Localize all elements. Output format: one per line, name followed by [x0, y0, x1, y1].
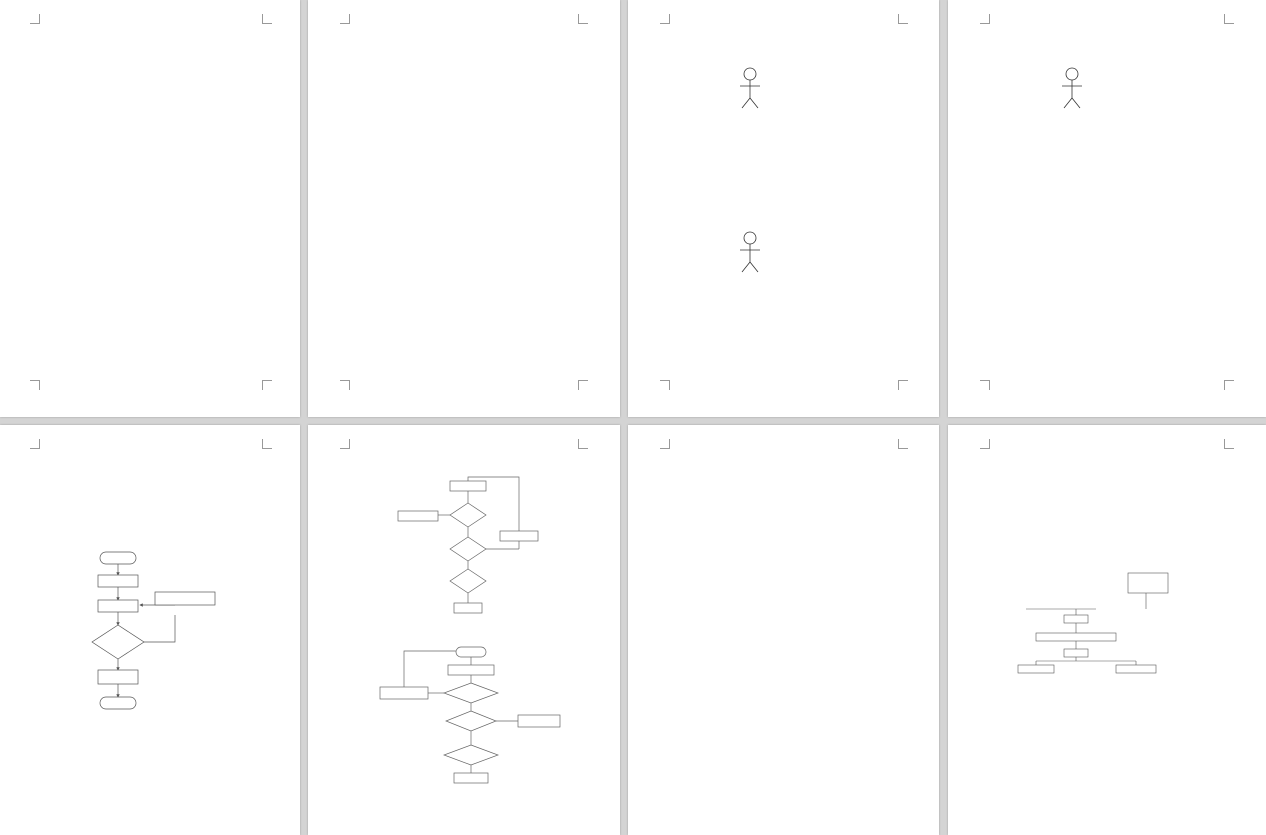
crop-mark: [660, 14, 670, 24]
document-page-12: [948, 425, 1266, 835]
document-page-8: [948, 0, 1266, 417]
crop-mark: [262, 380, 272, 390]
flow-process-node: [380, 687, 428, 699]
flow-decision-node: [92, 625, 144, 659]
crop-mark: [1224, 439, 1234, 449]
flow-process-node: [155, 592, 215, 605]
crop-mark: [898, 439, 908, 449]
paragraph: [352, 633, 588, 643]
flow-process-node: [398, 511, 438, 521]
register-flowchart: [368, 645, 568, 800]
paragraph: [672, 492, 908, 512]
paragraph: [352, 28, 588, 58]
flow-process-node: [450, 481, 486, 491]
document-page-6: [308, 0, 620, 417]
user-use-case-diagram: [728, 216, 898, 294]
struct-root-node: [1036, 633, 1116, 641]
paragraph: [992, 286, 1232, 324]
flow-decision-node: [450, 537, 486, 561]
struct-user-node: [1116, 665, 1156, 673]
paragraph: [32, 283, 268, 337]
crop-mark: [30, 14, 40, 24]
paragraph: [672, 190, 908, 210]
actor-figure: [1062, 68, 1082, 108]
paragraph: [352, 74, 588, 146]
flow-process-node: [448, 665, 494, 675]
actor-figure: [740, 68, 760, 108]
paragraph: [32, 55, 268, 195]
crop-mark: [898, 14, 908, 24]
flow-decision-node: [450, 569, 486, 593]
crop-mark: [660, 380, 670, 390]
paragraph: [32, 733, 268, 743]
struct-login-node: [1064, 649, 1088, 657]
normal-admin-use-case-diagram: [1052, 26, 1212, 144]
flow-process-node: [518, 715, 560, 727]
paragraph: [992, 550, 1232, 560]
paragraph: [352, 237, 588, 283]
paragraph: [992, 745, 1232, 793]
crop-mark: [340, 14, 350, 24]
flow-start-node: [456, 647, 486, 657]
crop-mark: [898, 380, 908, 390]
struct-admin-node: [1018, 665, 1054, 673]
flow-process-node: [98, 575, 138, 587]
system-structure-diagram: [1016, 561, 1236, 721]
crop-mark: [578, 14, 588, 24]
admin-use-case-diagram: [728, 26, 898, 151]
flow-decision-node: [444, 683, 498, 703]
flow-decision-node: [444, 745, 498, 765]
actor-figure: [740, 232, 760, 272]
crop-mark: [980, 439, 990, 449]
paragraph: [672, 322, 908, 342]
struct-login-node: [1064, 615, 1088, 623]
flow-decision-node: [446, 711, 496, 731]
login-flowchart: [388, 473, 548, 618]
document-page-10: [308, 425, 620, 835]
crop-mark: [340, 380, 350, 390]
crop-mark: [1224, 380, 1234, 390]
paragraph: [992, 505, 1232, 552]
crop-mark: [30, 380, 40, 390]
document-page-9: [0, 425, 300, 835]
flow-process-node: [500, 531, 538, 541]
paragraph: [352, 165, 588, 205]
crop-mark: [262, 14, 272, 24]
struct-user-modules: [1128, 573, 1168, 593]
crop-mark: [578, 439, 588, 449]
document-page-11: [628, 425, 939, 835]
document-page-7: [628, 0, 939, 417]
flow-process-node: [454, 603, 482, 613]
crop-mark: [980, 14, 990, 24]
crop-mark: [262, 439, 272, 449]
flow-process-node: [454, 773, 488, 783]
crop-mark: [30, 439, 40, 449]
crop-mark: [1224, 14, 1234, 24]
paragraph: [992, 196, 1232, 234]
flow-end-node: [100, 697, 136, 709]
paragraph: [32, 526, 268, 546]
paragraph: [32, 224, 268, 269]
crop-mark: [340, 439, 350, 449]
crop-mark: [660, 439, 670, 449]
crop-mark: [578, 380, 588, 390]
flow-start-node: [100, 552, 136, 564]
flow-decision-node: [450, 503, 486, 527]
flow-process-node: [98, 600, 138, 612]
flow-process-node: [98, 670, 138, 684]
document-page-5: [0, 0, 300, 417]
personal-info-flowchart: [80, 547, 230, 722]
crop-mark: [980, 380, 990, 390]
